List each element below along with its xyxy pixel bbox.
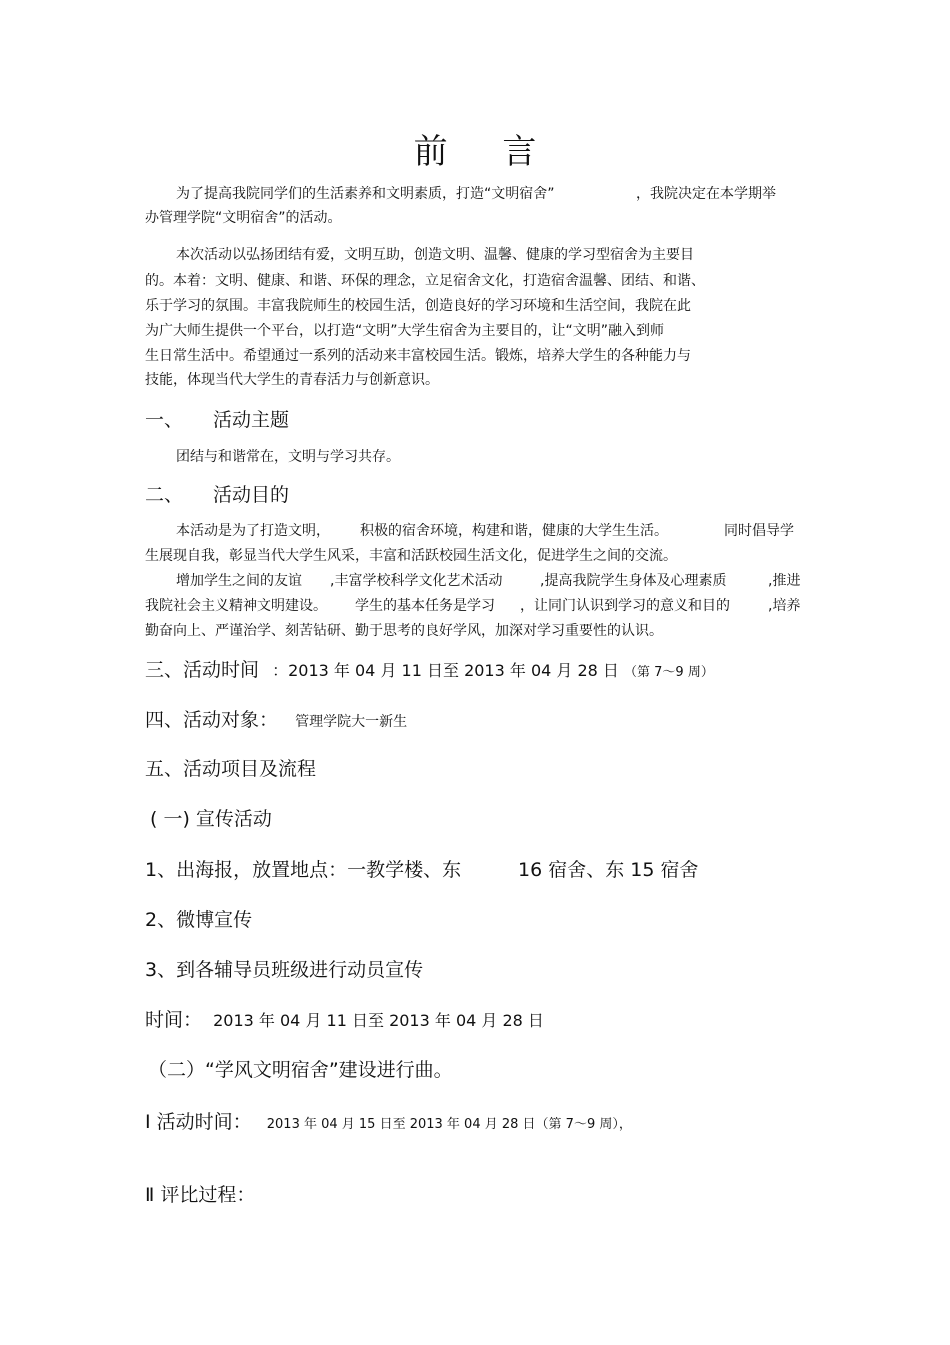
subsection-2-time-row [145, 1107, 632, 1134]
subsection-1-time-row [145, 1005, 544, 1032]
section-2-line5: 勤奋向上、严谨治学、刻苦钻研、勤于思考的良好学风，加深对学习重要性的认识。 [145, 623, 663, 639]
section-2-line3b: ,丰富学校科学文化艺术活动 [330, 573, 503, 589]
subsection-2-review-label: Ⅱ 评比过程： [145, 1184, 256, 1206]
section-3-value: ：2013 年 04 月 11 日至 2013 年 04 月 28 日 [272, 661, 619, 680]
section-2-heading [145, 480, 289, 507]
subsection-1-time-value: 2013 年 04 月 11 日至 2013 年 04 月 28 日 [213, 1011, 544, 1030]
section-2-line2: 生展现自我，彰显当代大学生风采，丰富和活跃校园生活文化，促进学生之间的交流。 [145, 548, 677, 564]
section-2-line3c: ,提高我院学生身体及心理素质 [540, 573, 727, 589]
section-4-value: 管理学院大一新生 [295, 714, 408, 730]
section-4-row [145, 705, 407, 732]
subsection-1-item2: 2、微博宣传 [145, 909, 253, 931]
intro-p2-line: 生日常生活中。希望通过一系列的活动来丰富校园生活。锻炼，培养大学生的各种能力与 [145, 348, 691, 364]
section-3-label: 三、活动时间 [145, 659, 260, 681]
subsection-2-time-label: Ⅰ 活动时间： [145, 1111, 252, 1133]
section-1-title: 活动主题 [213, 409, 290, 431]
subsection-1-item1a: 1、出海报，放置地点：一教学楼、东 [145, 859, 462, 881]
subsection-1-item1b: 16 宿舍、东 15 宿舍 [518, 859, 699, 881]
intro-p2-line: 为广大师生提供一个平台，以打造“文明”大学生宿舍为主要目的，让“文明”融入到师 [145, 323, 665, 339]
subsection-1-item3: 3、到各辅导员班级进行动员宣传 [145, 959, 424, 981]
intro-p2-line: 乐于学习的氛围。丰富我院师生的校园生活，创造良好的学习环境和生活空间，我院在此 [145, 298, 691, 314]
section-2-number: 二、 [145, 484, 184, 506]
intro-p2-line: 本次活动以弘扬团结有爱，文明互助，创造文明、温馨、健康的学习型宿舍为主要目 [176, 247, 694, 263]
section-2-line4a: 我院社会主义精神文明建设。 [145, 598, 327, 614]
section-3-row [145, 655, 714, 682]
section-1-number: 一、 [145, 409, 184, 431]
page-title: 前 言 [413, 132, 559, 172]
intro-p1-line1a: 为了提高我院同学们的生活素养和文明素质，打造“文明宿舍” [176, 186, 555, 202]
section-3-week: （第 7～9 周） [624, 665, 714, 680]
section-4-label: 四、活动对象： [145, 709, 279, 731]
section-2-line4b: 学生的基本任务是学习 [355, 598, 495, 614]
subsection-1-time-label: 时间： [145, 1009, 203, 1031]
section-2-line1a: 本活动是为了打造文明， [176, 523, 330, 539]
subsection-2-title: （二）“学风文明宿舍”建设进行曲。 [148, 1059, 453, 1081]
section-1-body: 团结与和谐常在，文明与学习共存。 [176, 449, 400, 465]
intro-p1-line1b: ，我院决定在本学期举 [636, 186, 776, 202]
section-2-line4d: ,培养 [768, 598, 801, 614]
section-2-line3a: 增加学生之间的友谊 [176, 573, 302, 589]
subsection-2-time-value: 2013 年 04 月 15 日至 2013 年 04 月 28 日（第 7～9 周）， [266, 1117, 632, 1132]
subsection-1-title: ( 一) 宣传活动 [150, 808, 272, 830]
section-2-line3d: ,推进 [768, 573, 801, 589]
section-2-title: 活动目的 [213, 484, 290, 506]
intro-p2-line: 的。本着：文明、健康、和谐、环保的理念，立足宿舍文化，打造宿舍温馨、团结、和谐、 [145, 273, 705, 289]
section-2-line1c: 同时倡导学 [724, 523, 794, 539]
intro-p2-line: 技能，体现当代大学生的青春活力与创新意识。 [145, 372, 439, 388]
section-5-heading: 五、活动项目及流程 [145, 758, 317, 780]
intro-p1-line2: 办管理学院“文明宿舍”的活动。 [145, 210, 342, 226]
section-1-heading [145, 405, 289, 432]
section-2-line1b: 积极的宿舍环境，构建和谐，健康的大学生生活。 [360, 523, 668, 539]
section-2-line4c: ，让同门认识到学习的意义和目的 [520, 598, 730, 614]
